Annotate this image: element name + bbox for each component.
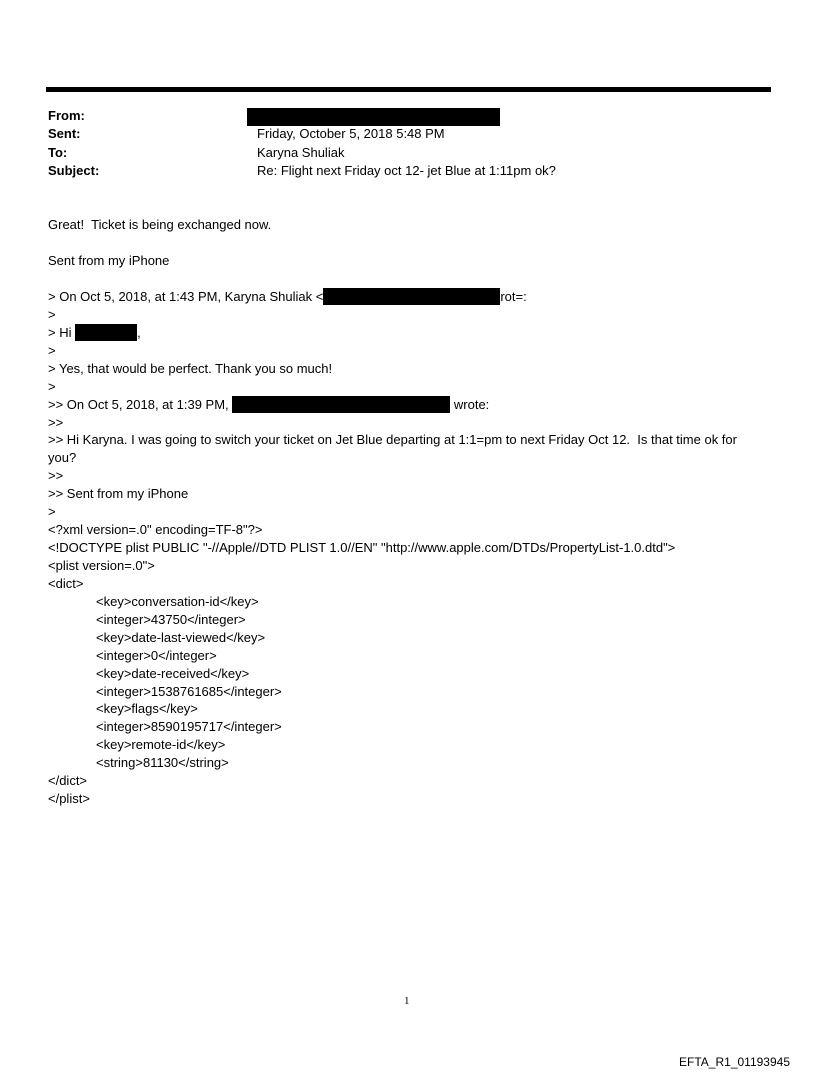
quote-line: >> Sent from my iPhone xyxy=(48,486,189,501)
quote-line: > xyxy=(48,379,56,394)
header-rule xyxy=(46,87,771,92)
xml-line: <integer>8590195717</integer> xyxy=(96,719,282,734)
quote-line: >> Hi Karyna. I was going to switch your ticket on Jet Blue departing at 1:1=pm to next Friday Oct 12. Is that time ok for xyxy=(48,432,737,447)
greeting-tail: , xyxy=(137,325,141,340)
xml-line: </dict> xyxy=(48,773,88,788)
body-line: Great! Ticket is being exchanged now. xyxy=(48,217,272,232)
xml-line: </plist> xyxy=(48,791,90,806)
xml-line: <plist version=.0"> xyxy=(48,558,155,573)
xml-line: <key>conversation-id</key> xyxy=(96,594,259,609)
bates-number: EFTA_R1_01193945 xyxy=(679,1055,790,1069)
xml-line: <string>81130</string> xyxy=(96,755,229,770)
from-label: From: xyxy=(48,108,85,123)
nested-quote-header xyxy=(48,396,489,414)
xml-line: <?xml version=.0" encoding=TF-8"?> xyxy=(48,522,263,537)
sent-value: Friday, October 5, 2018 5:48 PM xyxy=(257,126,445,141)
xml-line: <key>date-received</key> xyxy=(96,666,250,681)
quote-header-text: > On Oct 5, 2018, at 1:43 PM, Karyna Shuliak < xyxy=(48,289,324,304)
quote-line: you? xyxy=(48,450,77,465)
subject-value: Re: Flight next Friday oct 12- jet Blue at 1:11pm ok? xyxy=(257,163,556,178)
to-label: To: xyxy=(48,145,68,160)
xml-line: <integer>43750</integer> xyxy=(96,612,246,627)
xml-line: <key>date-last-viewed</key> xyxy=(96,630,266,645)
sender-redaction xyxy=(232,396,450,413)
xml-line: <key>flags</key> xyxy=(96,701,198,716)
quote-header-line xyxy=(48,288,527,306)
xml-line: <integer>1538761685</integer> xyxy=(96,684,282,699)
to-value: Karyna Shuliak xyxy=(257,145,345,160)
from-redaction xyxy=(247,108,500,126)
greeting-line xyxy=(48,324,141,342)
greeting-text: > Hi xyxy=(48,325,76,340)
sent-label: Sent: xyxy=(48,126,81,141)
xml-line: <integer>0</integer> xyxy=(96,648,217,663)
name-redaction xyxy=(75,324,137,341)
xml-line: <!DOCTYPE plist PUBLIC "-//Apple//DTD PLIST 1.0//EN" "http://www.apple.com/DTDs/PropertyList-1.0.dtd"> xyxy=(48,540,676,555)
quote-header-tail: rot=: xyxy=(500,289,527,304)
quote-line: > xyxy=(48,343,56,358)
quote-line: > Yes, that would be perfect. Thank you so much! xyxy=(48,361,333,376)
quote-line: > xyxy=(48,504,56,519)
email-redaction xyxy=(323,288,500,305)
quote-line: >> xyxy=(48,468,64,483)
nested-quote-text: >> On Oct 5, 2018, at 1:39 PM, xyxy=(48,397,233,412)
xml-line: <key>remote-id</key> xyxy=(96,737,226,752)
quote-line: >> xyxy=(48,415,64,430)
signature-line: Sent from my iPhone xyxy=(48,253,170,268)
page-number: 1 xyxy=(404,995,410,1007)
subject-label: Subject: xyxy=(48,163,100,178)
xml-line: <dict> xyxy=(48,576,84,591)
nested-quote-tail: wrote: xyxy=(450,397,490,412)
quote-line: > xyxy=(48,307,56,322)
